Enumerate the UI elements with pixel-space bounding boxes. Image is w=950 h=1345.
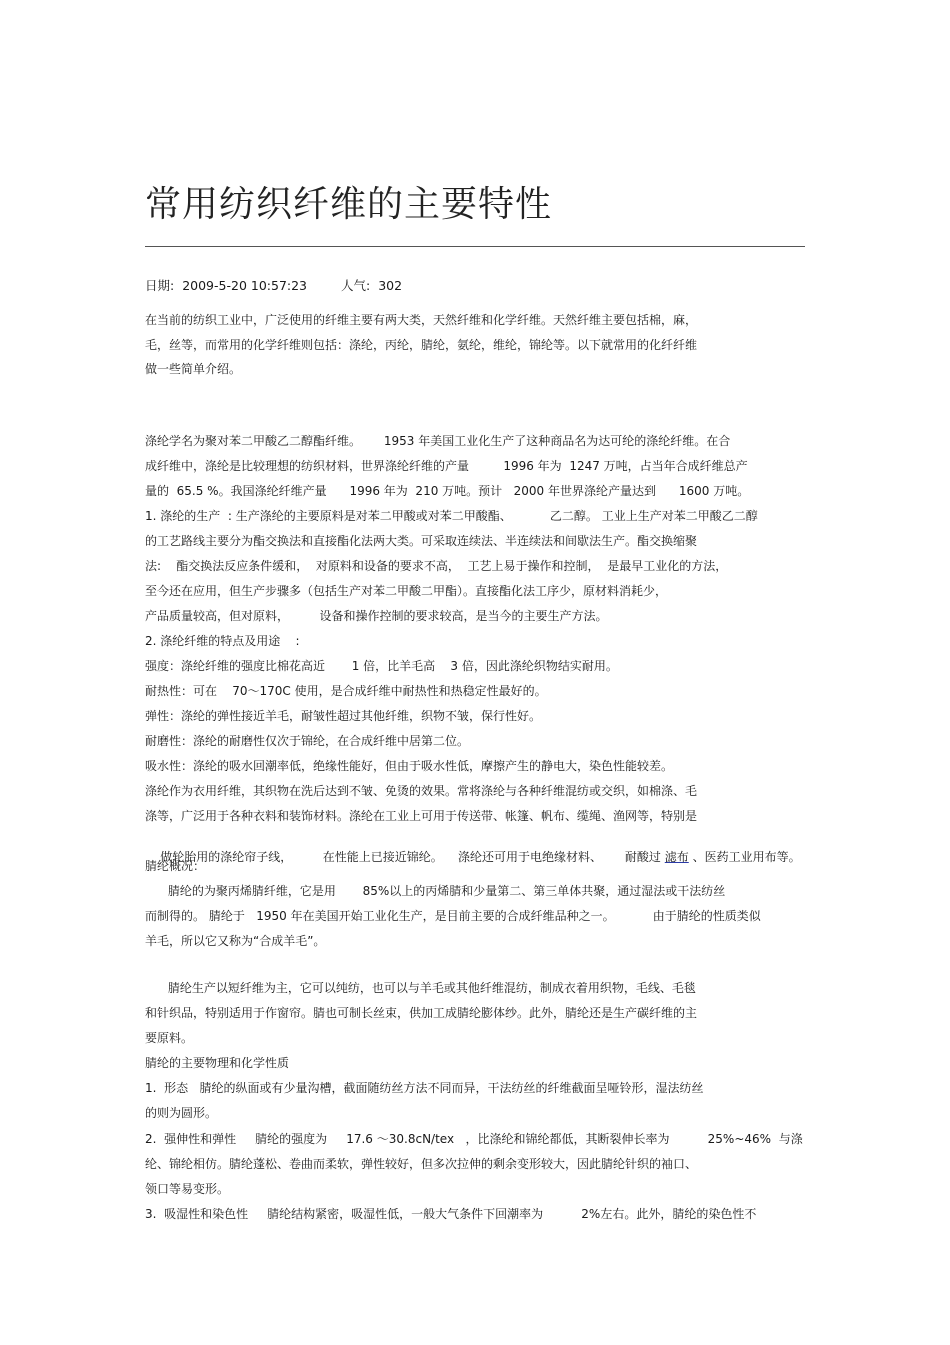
body-line: 法: 酯交换法反应条件缓和， 对原料和设备的要求不高， 工艺上易于操作和控制， 是最早工业化的方法， [145, 559, 728, 573]
body-line: 的则为圆形。 [145, 1106, 218, 1120]
section-heading: 腈纶概况： [145, 859, 206, 873]
body-line: 产品质量较高，但对原料， 设备和操作控制的要求较高，是当今的主要生产方法。 [145, 609, 608, 623]
section-heading: 腈纶的主要物理和化学性质 [145, 1056, 290, 1070]
body-line: 纶、锦纶相仿。腈纶蓬松、卷曲而柔软，弹性较好，但多次拉伸的剩余变形较大，因此腈纶针织的袖口、 [145, 1157, 698, 1171]
body-line: 而制得的。 腈纶于 1950 年在美国开始工业化生产，是目前主要的合成纤维品种之一。 由于腈纶的性质类似 [145, 909, 761, 923]
body-text: 、医药工业用布等。 [688, 850, 801, 864]
date-value: 2009-5-20 10:57:23 [182, 278, 308, 293]
body-line: 涤等，广泛用于各种衣料和装饰材料。涤纶在工业上可用于传送带、帐篷、帆布、缆绳、渔网等，特别是 [145, 809, 698, 823]
views-label: 人气: [340, 278, 371, 293]
body-line: 吸水性：涤纶的吸水回潮率低，绝缘性能好，但由于吸水性低，摩擦产生的静电大，染色性能较差。 [145, 759, 674, 773]
views-value: 302 [378, 278, 403, 293]
body-line: 弹性：涤纶的弹性接近羊毛，耐皱性超过其他纤维，织物不皱，保行性好。 [145, 709, 542, 723]
body-line: 耐磨性：涤纶的耐磨性仅次于锦纶，在合成纤维中居第二位。 [145, 734, 470, 748]
body-line: 和针织品，特别适用于作窗帘。腈也可制长丝束，供加工成腈纶膨体纱。此外，腈纶还是生产碳纤维的主 [145, 1006, 698, 1020]
body-line: 腈纶生产以短纤维为主，它可以纯纺，也可以与羊毛或其他纤维混纺，制成衣着用织物，毛线、毛毯 [145, 981, 696, 995]
page-title: 常用纺织纤维的主要特性 [145, 184, 553, 225]
section-heading: 2. 涤纶纤维的特点及用途 : [145, 634, 300, 648]
body-line: 成纤维中，涤纶是比较理想的纺织材料，世界涤纶纤维的产量 1996 年为 1247 万吨，占当年合成纤维总产 [145, 459, 748, 473]
body-line: 领口等易变形。 [145, 1182, 230, 1196]
body-line: 至今还在应用，但生产步骤多（包括生产对苯二甲酸二甲酯）。直接酯化法工序少，原材料消耗少， [145, 584, 668, 598]
body-line: 量的 65.5 %。我国涤纶纤维产量 1996 年为 210 万吨。预计 2000 年世界涤纶产量达到 1600 万吨。 [145, 484, 750, 498]
body-line: 要原料。 [145, 1031, 194, 1045]
body-line: 1. 形态 腈纶的纵面或有少量沟槽，截面随纺丝方法不同而异，干法纺丝的纤维截面呈哑铃形，湿法纺丝 [145, 1081, 704, 1095]
body-line: 2. 强伸性和弹性 腈纶的强度为 17.6 ～30.8cN/tex ，比涤纶和锦纶都低，其断裂伸长率为 25%~46% 与涤 [145, 1132, 803, 1146]
body-line: 毛，丝等，而常用的化学纤维则包括：涤纶，丙纶，腈纶，氨纶，维纶，锦纶等。以下就常用的化纤纤维 [145, 338, 698, 352]
body-line: 羊毛，所以它又称为“合成羊毛”。 [145, 934, 326, 948]
body-line: 耐热性：可在 70～170C 使用，是合成纤维中耐热性和热稳定性最好的。 [145, 684, 547, 698]
date-label: 日期: [145, 278, 175, 293]
body-line: 做一些简单介绍。 [145, 362, 242, 376]
body-line: 涤纶学名为聚对苯二甲酸乙二醇酯纤维。 1953 年美国工业化生产了这种商品名为达可纶的涤纶纤维。在合 [145, 434, 731, 448]
body-line: 腈纶的为聚丙烯腈纤维，它是用 85%以上的丙烯腈和少量第二、第三单体共聚，通过湿法或干法纺丝 [145, 884, 726, 898]
title-divider [145, 246, 805, 247]
filter-cloth-link[interactable]: 滤布 [664, 850, 689, 864]
body-line: 3. 吸湿性和染色性 腈纶结构紧密，吸湿性低，一般大气条件下回潮率为 2%左右。此外，腈纶的染色性不 [145, 1207, 757, 1221]
body-text: 做轮胎用的涤纶帘子线， 在性能上已接近锦纶。 涤纶还可用于电绝缘材料、 耐酸过 [160, 850, 665, 864]
body-line: 的工艺路线主要分为酯交换法和直接酯化法两大类。可采取连续法、半连续法和间歇法生产。酯交换缩聚 [145, 534, 698, 548]
body-line: 在当前的纺织工业中，广泛使用的纤维主要有两大类，天然纤维和化学纤维。天然纤维主要包括棉，麻， [145, 313, 698, 327]
body-line [145, 833, 801, 881]
article-meta [145, 276, 406, 294]
body-line: 涤纶作为衣用纤维，其织物在洗后达到不皱、免烫的效果。常将涤纶与各种纤维混纺或交织，如棉涤、毛 [145, 784, 698, 798]
body-line: 1. 涤纶的生产 : 生产涤纶的主要原料是对苯二甲酸或对苯二甲酸酯、 乙二醇。 工业上生产对苯二甲酸乙二醇 [145, 509, 758, 523]
body-line: 强度：涤纶纤维的强度比棉花高近 1 倍，比羊毛高 3 倍，因此涤纶织物结实耐用。 [145, 659, 618, 673]
